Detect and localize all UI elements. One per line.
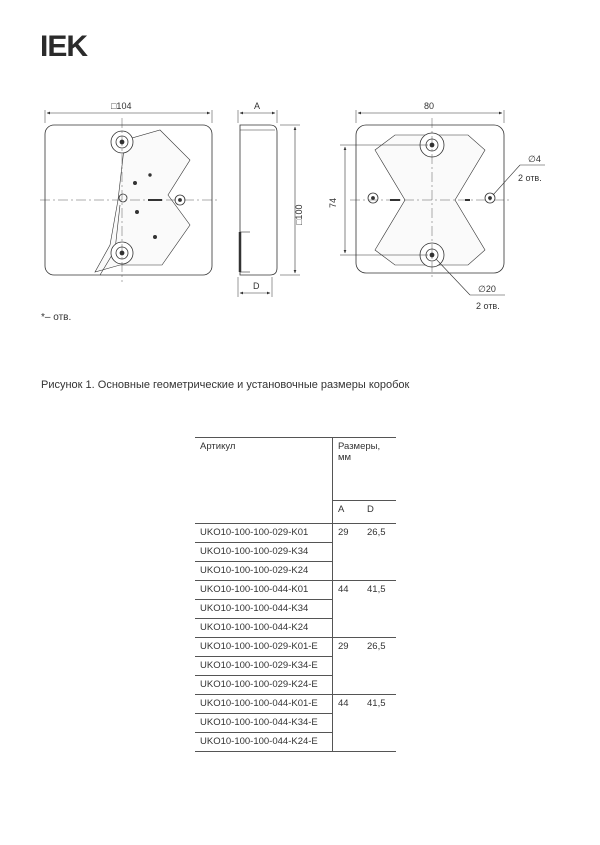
back-height-label: 74	[328, 197, 338, 208]
dim-d-cell: 41,5	[362, 695, 396, 752]
table-row	[195, 638, 396, 657]
side-depth-bottom-label: D	[253, 281, 260, 291]
article-cell: UKO10-100-100-044-K34-E	[195, 714, 333, 733]
article-cell: UKO10-100-100-029-K34	[195, 543, 333, 562]
dim-d-cell: 26,5	[362, 524, 396, 581]
article-cell: UKO10-100-100-044-K01-E	[195, 695, 333, 714]
article-cell: UKO10-100-100-044-K01	[195, 581, 333, 600]
iek-logo: IEK	[40, 30, 88, 63]
front-view	[40, 110, 218, 282]
article-cell: UKO10-100-100-029-K01	[195, 524, 333, 543]
hole-large-count: 2 отв.	[476, 301, 500, 311]
dim-a-cell: 44	[333, 581, 363, 638]
side-depth-top-label: A	[254, 101, 261, 111]
specification-table	[195, 437, 396, 752]
dim-d-cell: 41,5	[362, 581, 396, 638]
header-d: D	[362, 501, 396, 524]
article-cell: UKO10-100-100-029-K01-E	[195, 638, 333, 657]
table-row	[195, 695, 396, 714]
table-row	[195, 581, 396, 600]
article-cell: UKO10-100-100-029-K24	[195, 562, 333, 581]
article-cell: UKO10-100-100-044-K24	[195, 619, 333, 638]
hole-small-label: ∅4	[528, 154, 541, 164]
header-article: Артикул	[195, 438, 333, 524]
article-cell: UKO10-100-100-029-K24-E	[195, 676, 333, 695]
figure-caption: Рисунок 1. Основные геометрические и установочные размеры коробок	[41, 379, 410, 391]
technical-drawing	[0, 85, 600, 325]
article-cell: UKO10-100-100-044-K24-E	[195, 733, 333, 752]
holes-note: *– отв.	[41, 312, 72, 323]
header-dimensions: Размеры, мм	[333, 438, 397, 501]
header-a: A	[333, 501, 363, 524]
article-cell: UKO10-100-100-029-K34-E	[195, 657, 333, 676]
front-width-label: □104	[111, 101, 132, 111]
dim-d-cell: 26,5	[362, 638, 396, 695]
dim-a-cell: 29	[333, 638, 363, 695]
back-view	[340, 110, 545, 295]
table-header-row	[195, 438, 396, 501]
side-height-label: □100	[294, 204, 304, 225]
article-cell: UKO10-100-100-044-K34	[195, 600, 333, 619]
hole-large-label: ∅20	[478, 284, 496, 294]
dim-a-cell: 44	[333, 695, 363, 752]
dim-a-cell: 29	[333, 524, 363, 581]
table-row	[195, 524, 396, 543]
back-width-label: 80	[424, 101, 435, 111]
hole-small-count: 2 отв.	[518, 173, 542, 183]
side-view	[238, 110, 300, 297]
